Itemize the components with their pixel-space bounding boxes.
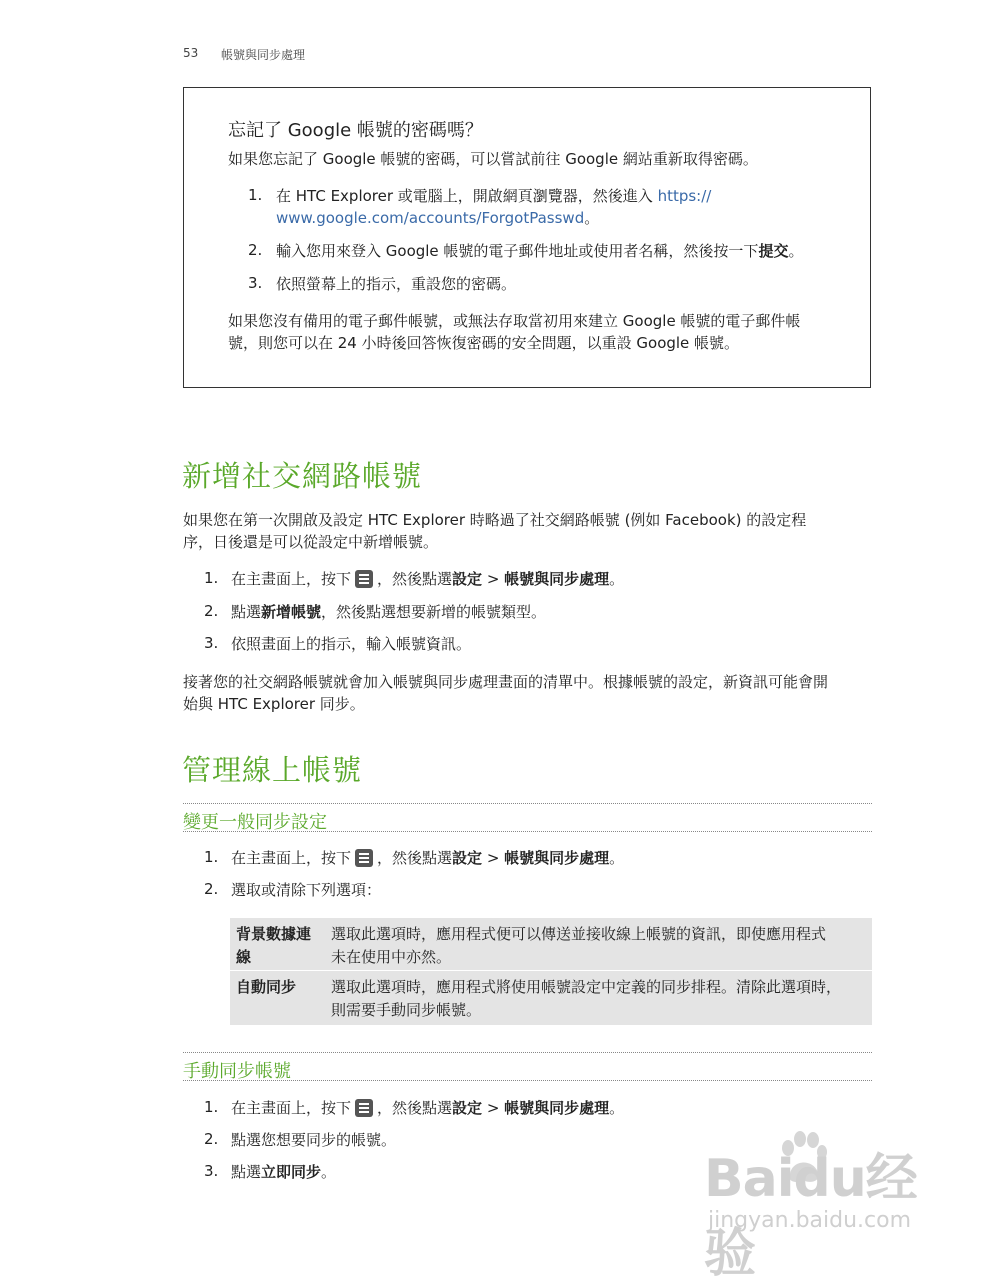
divider	[183, 831, 872, 832]
step-number: 2.	[204, 880, 219, 898]
subsection-title-manual-sync: 手動同步帳號	[183, 1061, 291, 1082]
tip-step-1-line1: 在 HTC Explorer 或電腦上，開啟網頁瀏覽器，然後進入 https://	[276, 187, 712, 205]
step-number: 3.	[204, 1162, 219, 1180]
section-title-add-social: 新增社交網路帳號	[182, 459, 423, 493]
watermark-url: jingyan.baidu.com	[708, 1208, 912, 1233]
forgot-password-link[interactable]: https://	[657, 187, 712, 205]
tip-box-title: 忘記了 Google 帳號的密碼嗎？	[228, 120, 483, 141]
menu-icon	[355, 570, 373, 588]
tip-box-outro-line1: 如果您沒有備用的電子郵件帳號，或無法存取當初用來建立 Google 帳號的電子郵件帳	[228, 312, 801, 330]
sub1-step-2: 選取或清除下列選項：	[231, 881, 382, 899]
section1-outro-line2: 始與 HTC Explorer 同步。	[183, 695, 365, 713]
baidu-watermark	[700, 1130, 940, 1284]
option-description: 選取此選項時，應用程式便可以傳送並接收線上帳號的資訊，即使應用程式 未在使用中亦然。	[331, 925, 827, 966]
section1-step-3: 依照畫面上的指示，輸入帳號資訊。	[231, 635, 472, 653]
forgot-password-link-cont[interactable]: www.google.com/accounts/ForgotPasswd	[276, 209, 585, 227]
sub2-step-1: 在主畫面上，按下 ，然後點選設定 > 帳號與同步處理。	[231, 1099, 625, 1117]
tip-step-number: 1.	[248, 186, 263, 204]
step-number: 2.	[204, 602, 219, 620]
section1-intro-line2: 序，日後還是可以從設定中新增帳號。	[183, 533, 439, 551]
sub2-step-2: 點選您想要同步的帳號。	[231, 1131, 397, 1149]
tip-box-intro: 如果您忘記了 Google 帳號的密碼，可以嘗試前往 Google 網站重新取得密碼。	[228, 150, 758, 168]
tip-step-1-line2: www.google.com/accounts/ForgotPasswd。	[276, 209, 600, 227]
step-number: 1.	[204, 848, 219, 866]
tip-step-number: 2.	[248, 241, 263, 259]
section1-step-2: 點選新增帳號，然後點選想要新增的帳號類型。	[231, 603, 547, 621]
subsection-title-general-sync: 變更一般同步設定	[183, 812, 327, 833]
sub1-step-1: 在主畫面上，按下 ，然後點選設定 > 帳號與同步處理。	[231, 849, 625, 867]
section1-step-1: 在主畫面上，按下 ，然後點選設定 > 帳號與同步處理。	[231, 570, 625, 588]
page-number: 53	[183, 46, 199, 60]
step-number: 2.	[204, 1130, 219, 1148]
menu-icon	[355, 849, 373, 867]
option-description: 選取此選項時，應用程式將使用帳號設定中定義的同步排程。清除此選項時， 則需要手動同步帳號。	[331, 978, 842, 1019]
menu-icon	[355, 1099, 373, 1117]
watermark-brand: Baidu经验	[704, 1149, 917, 1284]
divider	[183, 1052, 872, 1053]
section1-outro-line1: 接著您的社交網路帳號就會加入帳號與同步處理畫面的清單中。根據帳號的設定，新資訊可能會開	[183, 673, 829, 691]
section-title-manage-accounts: 管理線上帳號	[182, 753, 363, 787]
table-row	[230, 918, 872, 970]
divider	[183, 803, 872, 804]
tip-box-outro-line2: 號，則您可以在 24 小時後回答恢復密碼的安全問題，以重設 Google 帳號。	[228, 334, 740, 352]
divider	[183, 1080, 872, 1081]
running-header: 帳號與同步處理	[221, 48, 306, 62]
table-row	[230, 971, 872, 1025]
tip-step-number: 3.	[248, 274, 263, 292]
option-name: 自動同步	[236, 978, 297, 996]
option-name: 背景數據連 線	[236, 925, 312, 966]
section1-intro-line1: 如果您在第一次開啟及設定 HTC Explorer 時略過了社交網路帳號 (例如 Facebook) 的設定程	[183, 511, 807, 529]
tip-step-2: 輸入您用來登入 Google 帳號的電子郵件地址或使用者名稱，然後按一下提交。	[276, 242, 804, 260]
step-number: 1.	[204, 569, 219, 587]
step-number: 3.	[204, 634, 219, 652]
sub2-step-3: 點選立即同步。	[231, 1163, 337, 1181]
tip-step-3: 依照螢幕上的指示，重設您的密碼。	[276, 275, 517, 293]
step-number: 1.	[204, 1098, 219, 1116]
